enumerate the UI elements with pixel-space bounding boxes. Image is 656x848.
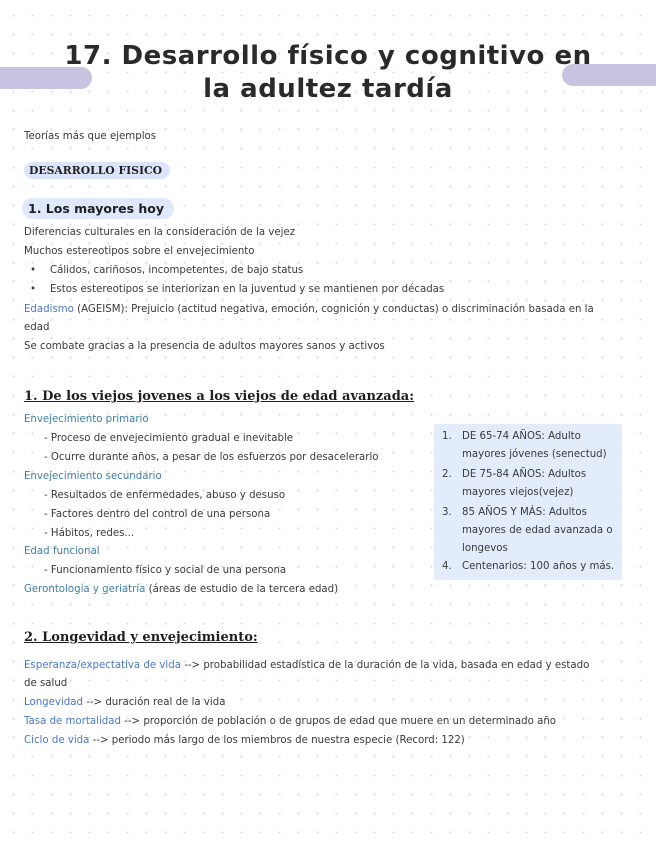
age-groups-box: 1. DE 65-74 AÑOS: Adulto mayores jóvenes (senectud) 2. DE 75-84 AÑOS: Adultos mayores viejos(vejez) 3. 85 AÑOS Y MÁS: Adultos mayores de edad avanzada o longevos 4. Centenarios: 100 años y más. [434, 424, 622, 580]
geronto-term: Gerontología y geriatría [24, 584, 146, 595]
esperanza-text: --> probabilidad estadística de la duración de la vida, basada en edad y estado [180, 660, 590, 671]
page-title-line2: la adultez tardía [203, 74, 453, 104]
geronto-line [24, 583, 338, 597]
longevidad-line [24, 696, 225, 710]
ciclo-line [24, 734, 465, 748]
edadismo-cont: edad [24, 322, 50, 333]
mayores-bullet-2: Estos estereotipos se interiorizan en la juventud y se mantienen por décadas [50, 284, 445, 295]
tasa-line [24, 715, 556, 729]
edadismo-line [24, 303, 594, 317]
combate-line: Se combate gracias a la presencia de adultos mayores sanos y activos [24, 341, 385, 352]
primario-item-1: - Proceso de envejecimiento gradual e inevitable [44, 433, 294, 444]
funcional-term: Edad funcional [24, 546, 100, 557]
edadismo-term: Edadismo [24, 304, 74, 315]
esperanza-line [24, 659, 589, 673]
bullet-dot-1: • [30, 265, 37, 276]
tasa-text: --> proporción de población o de grupos de edad que muere en un determinado año [120, 716, 557, 727]
geronto-text: (áreas de estudio de la tercera edad) [145, 584, 339, 595]
mayores-line-1: Diferencias culturales en la consideración de la vejez [24, 227, 296, 238]
mayores-heading: 1. Los mayores hoy [22, 198, 174, 219]
ciclo-text: --> periodo más largo de los miembros de nuestra especie (Record: 122) [89, 735, 465, 746]
page-title-line1: 17. Desarrollo físico y cognitivo en [64, 41, 592, 71]
esperanza-term: Esperanza/expectativa de vida [24, 660, 181, 671]
edadismo-text: (AGEISM): Prejuicio (actitud negativa, emoción, cognición y conductas) o discriminación basada en la [73, 304, 594, 315]
section-label: DESARROLLO FISICO [24, 162, 170, 179]
secundario-item-2: - Factores dentro del control de una persona [44, 509, 271, 520]
longevidad-heading: 2. Longevidad y envejecimiento: [24, 630, 258, 645]
secundario-item-3: - Hábitos, redes... [44, 528, 135, 539]
secundario-item-1: - Resultados de enfermedades, abuso y desuso [44, 490, 286, 501]
funcional-item-1: - Funcionamiento físico y social de una persona [44, 565, 287, 576]
tasa-term: Tasa de mortalidad [24, 716, 121, 727]
mayores-line-2: Muchos estereotipos sobre el envejecimiento [24, 246, 255, 257]
viejos-heading: 1. De los viejos jovenes a los viejos de edad avanzada: [24, 389, 415, 404]
longevidad-text: --> duración real de la vida [82, 697, 226, 708]
secundario-term: Envejecimiento secundario [24, 471, 162, 482]
primario-item-2: - Ocurre durante años, a pesar de los esfuerzos por desacelerarlo [44, 452, 379, 463]
mayores-bullet-1: Cálidos, cariñosos, incompetentes, de bajo status [50, 265, 304, 276]
esperanza-cont: de salud [24, 678, 68, 689]
bullet-dot-2: • [30, 284, 37, 295]
intro-note: Teorías más que ejemplos [24, 131, 157, 142]
longevidad-term: Longevidad [24, 697, 83, 708]
ciclo-term: Ciclo de vida [24, 735, 90, 746]
primario-term: Envejecimiento primario [24, 414, 149, 425]
